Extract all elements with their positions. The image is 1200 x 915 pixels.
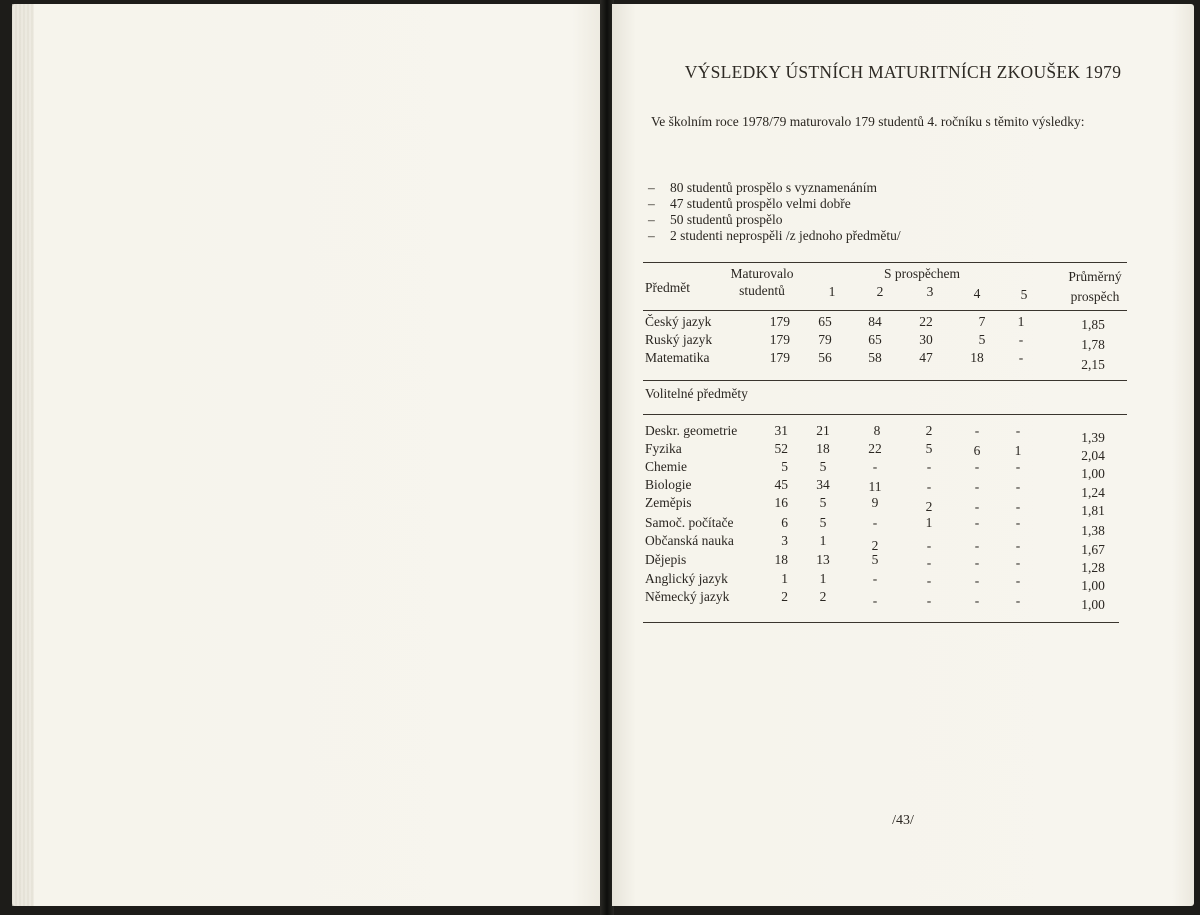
right-page [612, 4, 1194, 906]
cell-students: 16 [774, 495, 788, 510]
cell-average: 1,85 [1081, 317, 1105, 332]
cell-grade-2: - [872, 593, 878, 608]
results-list [648, 180, 901, 244]
table-row [612, 441, 1194, 463]
header-grade-2: 2 [876, 284, 884, 299]
cell-grade-3: - [926, 459, 932, 474]
header-students-bottom: studentů [739, 283, 785, 298]
cell-average: 1,67 [1081, 542, 1105, 557]
cell-grade-3: - [926, 555, 932, 570]
cell-grade-1: 1 [819, 571, 827, 586]
page-edge [12, 4, 34, 906]
cell-grade-2: - [872, 515, 878, 530]
cell-grade-5: - [1018, 350, 1024, 365]
cell-grade-4: - [974, 555, 980, 570]
cell-grade-2: 8 [873, 423, 881, 438]
cell-subject: Zeměpis [645, 495, 692, 510]
cell-grade-4: - [974, 538, 980, 553]
table-row [612, 589, 1194, 612]
cell-grade-1: 79 [818, 332, 832, 347]
cell-average: 1,39 [1081, 430, 1105, 445]
table-row [612, 350, 1194, 372]
cell-average: 1,78 [1081, 337, 1105, 352]
list-dash: – [648, 180, 655, 195]
table-row [612, 552, 1194, 575]
cell-grade-2: 22 [868, 441, 882, 456]
cell-grade-3: 2 [925, 499, 933, 514]
cell-average: 1,00 [1081, 466, 1105, 481]
table-row [612, 314, 1194, 332]
section-rule [643, 414, 1127, 415]
cell-grade-3: 30 [919, 332, 933, 347]
cell-grade-1: 18 [816, 441, 830, 456]
list-item [648, 180, 901, 196]
cell-subject: Biologie [645, 477, 692, 492]
cell-subject: Samoč. počítače [645, 515, 734, 530]
cell-grade-3: 2 [925, 423, 933, 438]
cell-grade-5: 1 [1017, 314, 1025, 329]
cell-grade-4: - [974, 479, 980, 494]
cell-grade-5: - [1015, 479, 1021, 494]
table-row [612, 533, 1194, 557]
table-row [612, 515, 1194, 538]
cell-grade-3: 22 [919, 314, 933, 329]
cell-average: 2,15 [1081, 357, 1105, 372]
cell-subject: Ruský jazyk [645, 332, 713, 347]
table-row [612, 332, 1194, 350]
list-item-text: 47 studentů prospělo velmi dobře [670, 196, 851, 211]
cell-grade-2: 65 [868, 332, 882, 347]
header-grade-5: 5 [1020, 287, 1028, 302]
cell-subject: Občanská nauka [645, 533, 734, 548]
cell-grade-3: 47 [919, 350, 933, 365]
cell-grade-1: 1 [819, 533, 827, 548]
list-item [648, 196, 901, 212]
cell-grade-4: 7 [978, 314, 986, 329]
cell-grade-4: - [974, 459, 980, 474]
cell-students: 6 [781, 515, 788, 530]
list-item-text: 80 studentů prospělo s vyznamenáním [670, 180, 877, 195]
header-students-top: Maturovalo [730, 266, 794, 281]
table-bottom-rule [643, 622, 1119, 623]
header-rule [643, 310, 1127, 311]
cell-grade-1: 34 [816, 477, 830, 492]
cell-average: 1,28 [1081, 560, 1105, 575]
header-subject: Předmět [645, 280, 690, 295]
page-number: /43/ [892, 813, 914, 828]
cell-grade-5: - [1015, 499, 1021, 514]
cell-grade-3: - [926, 479, 932, 494]
cell-grade-5: - [1015, 459, 1021, 474]
cell-grade-3: - [926, 538, 932, 553]
intro-text: Ve školním roce 1978/79 maturovalo 179 studentů 4. ročníku s těmito výsledky: [651, 114, 1085, 129]
cell-grade-3: 5 [925, 441, 933, 456]
cell-grade-1: 2 [819, 589, 827, 604]
cell-grade-4: - [974, 499, 980, 514]
table-row [612, 459, 1194, 481]
list-item [648, 212, 901, 228]
cell-grade-1: 5 [819, 495, 827, 510]
cell-average: 1,24 [1081, 485, 1105, 500]
cell-grade-2: 9 [871, 495, 879, 510]
table-row [612, 495, 1194, 518]
cell-subject: Anglický jazyk [645, 571, 728, 586]
header-grade-3: 3 [926, 284, 934, 299]
table-row [612, 477, 1194, 500]
cell-grade-4: - [974, 423, 980, 438]
cell-grade-1: 13 [816, 552, 830, 567]
cell-grade-3: - [926, 593, 932, 608]
cell-students: 52 [774, 441, 788, 456]
section-rule [643, 380, 1127, 381]
cell-subject: Český jazyk [645, 314, 712, 329]
cell-grade-2: 58 [868, 350, 882, 365]
cell-subject: Deskr. geometrie [645, 423, 738, 438]
cell-grade-3: 1 [925, 515, 933, 530]
cell-subject: Dějepis [645, 552, 687, 567]
list-item-text: 2 studenti neprospěli /z jednoho předmětu/ [670, 228, 901, 243]
cell-grade-5: - [1015, 555, 1021, 570]
header-grades-group: S prospěchem [883, 266, 961, 281]
cell-grade-5: - [1015, 573, 1021, 588]
cell-grade-5: - [1018, 332, 1024, 347]
cell-students: 179 [769, 350, 790, 365]
cell-grade-4: 5 [978, 332, 986, 347]
elective-heading: Volitelné předměty [645, 386, 748, 401]
cell-grade-2: 84 [868, 314, 882, 329]
list-dash: – [648, 212, 655, 227]
list-dash: – [648, 228, 655, 243]
cell-students: 1 [781, 571, 788, 586]
page-title: VÝSLEDKY ÚSTNÍCH MATURITNÍCH ZKOUŠEK 1979 [684, 62, 1122, 82]
cell-students: 45 [774, 477, 788, 492]
header-grade-1: 1 [828, 284, 836, 299]
cell-students: 31 [774, 423, 788, 438]
cell-average: 1,00 [1081, 597, 1105, 612]
cell-grade-3: - [926, 573, 932, 588]
cell-students: 179 [769, 332, 790, 347]
cell-grade-4: 18 [970, 350, 984, 365]
cell-grade-4: - [974, 515, 980, 530]
cell-grade-2: - [872, 571, 878, 586]
cell-grade-1: 21 [816, 423, 830, 438]
cell-grade-5: - [1015, 593, 1021, 608]
cell-students: 5 [781, 459, 788, 474]
cell-grade-5: - [1015, 538, 1021, 553]
cell-grade-5: 1 [1014, 443, 1022, 458]
list-dash: – [648, 196, 655, 211]
table-row [612, 423, 1194, 445]
cell-subject: Chemie [645, 459, 687, 474]
list-item [648, 228, 901, 244]
cell-subject: Fyzika [645, 441, 682, 456]
cell-average: 2,04 [1081, 448, 1105, 463]
cell-grade-2: - [872, 459, 878, 474]
cell-average: 1,00 [1081, 578, 1105, 593]
cell-grade-5: - [1015, 515, 1021, 530]
header-average-top: Průměrný [1068, 269, 1122, 284]
cell-grade-4: - [974, 593, 980, 608]
cell-grade-5: - [1015, 423, 1021, 438]
cell-grade-1: 5 [819, 515, 827, 530]
cell-grade-2: 2 [871, 538, 879, 553]
cell-grade-1: 65 [818, 314, 832, 329]
cell-students: 2 [781, 589, 788, 604]
left-page [12, 4, 607, 906]
table-row [612, 571, 1194, 593]
cell-students: 179 [769, 314, 790, 329]
header-grade-4: 4 [973, 286, 981, 301]
cell-grade-2: 11 [868, 479, 882, 494]
cell-grade-4: - [974, 573, 980, 588]
cell-grade-4: 6 [973, 443, 981, 458]
cell-students: 3 [781, 533, 788, 548]
cell-grade-1: 56 [818, 350, 832, 365]
cell-subject: Německý jazyk [645, 589, 730, 604]
header-average-bottom: prospěch [1070, 289, 1120, 304]
cell-students: 18 [774, 552, 788, 567]
cell-subject: Matematika [645, 350, 710, 365]
cell-average: 1,38 [1081, 523, 1105, 538]
list-item-text: 50 studentů prospělo [670, 212, 783, 227]
cell-grade-1: 5 [819, 459, 827, 474]
cell-average: 1,81 [1081, 503, 1105, 518]
table-top-rule [643, 262, 1127, 263]
cell-grade-2: 5 [871, 552, 879, 567]
